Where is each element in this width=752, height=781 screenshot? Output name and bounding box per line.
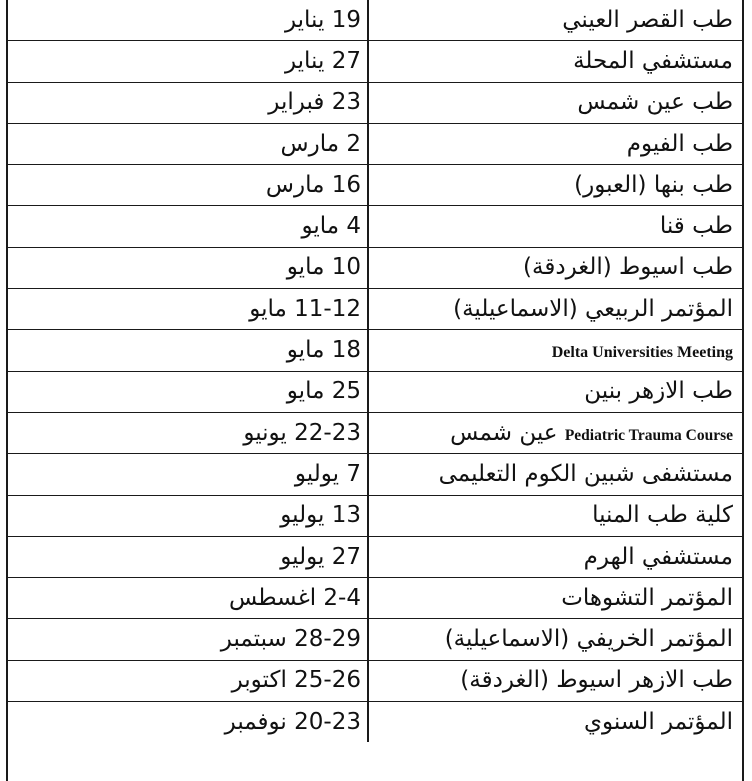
event-name: المؤتمر التشوهات [368,578,743,619]
event-name: طب الازهر اسيوط (الغردقة) [368,660,743,701]
event-date: 16 مارس [6,165,368,206]
table-row [6,330,743,371]
event-date: 23 فبراير [6,82,368,123]
event-name: طب قنا [368,206,743,247]
event-date: 13 يوليو [6,495,368,536]
table-row [6,247,743,288]
table-row [6,371,743,412]
event-date: 27 يناير [6,41,368,82]
event-name-arabic: عين شمس [450,419,558,446]
table-row [6,454,743,495]
event-name: طب القصر العيني [368,0,743,41]
event-name [368,330,743,371]
table-row [6,123,743,164]
table-row [6,495,743,536]
event-name: طب الازهر بنين [368,371,743,412]
event-date: 2-4 اغسطس [6,578,368,619]
event-name: المؤتمر الخريفي (الاسماعيلية) [368,619,743,660]
table-row [6,165,743,206]
event-name: المؤتمر السنوي [368,702,743,743]
events-schedule-table [6,0,743,742]
event-date: 28-29 سبتمبر [6,619,368,660]
table-row [6,660,743,701]
table-row [6,0,743,41]
event-date: 19 يناير [6,0,368,41]
table-row [6,702,743,743]
event-name: طب بنها (العبور) [368,165,743,206]
table-row [6,289,743,330]
event-name [368,412,743,453]
event-name-latin: Pediatric Trauma Course [564,426,733,444]
table-row [6,536,743,577]
event-date: 4 مايو [6,206,368,247]
event-date: 27 يوليو [6,536,368,577]
event-name: مستشفي الهرم [368,536,743,577]
table-row [6,578,743,619]
table-row [6,41,743,82]
event-date: 7 يوليو [6,454,368,495]
event-name: طب اسيوط (الغردقة) [368,247,743,288]
table-row [6,412,743,453]
event-name: كلية طب المنيا [368,495,743,536]
event-name: طب عين شمس [368,82,743,123]
event-name: طب الفيوم [368,123,743,164]
event-date: 25 مايو [6,371,368,412]
event-date: 2 مارس [6,123,368,164]
event-date: 11-12 مايو [6,289,368,330]
event-date: 18 مايو [6,330,368,371]
event-date: 10 مايو [6,247,368,288]
event-name-latin: Delta Universities Meeting [551,344,733,362]
event-date: 25-26 اكتوبر [6,660,368,701]
table-row [6,206,743,247]
event-name: مستشفى شبين الكوم التعليمى [368,454,743,495]
table-row [6,82,743,123]
table-row [6,619,743,660]
event-date: 20-23 نوفمبر [224,708,361,735]
event-name: مستشفي المحلة [368,41,743,82]
event-name: المؤتمر الربيعي (الاسماعيلية) [368,289,743,330]
event-date: 22-23 يونيو [6,412,368,453]
